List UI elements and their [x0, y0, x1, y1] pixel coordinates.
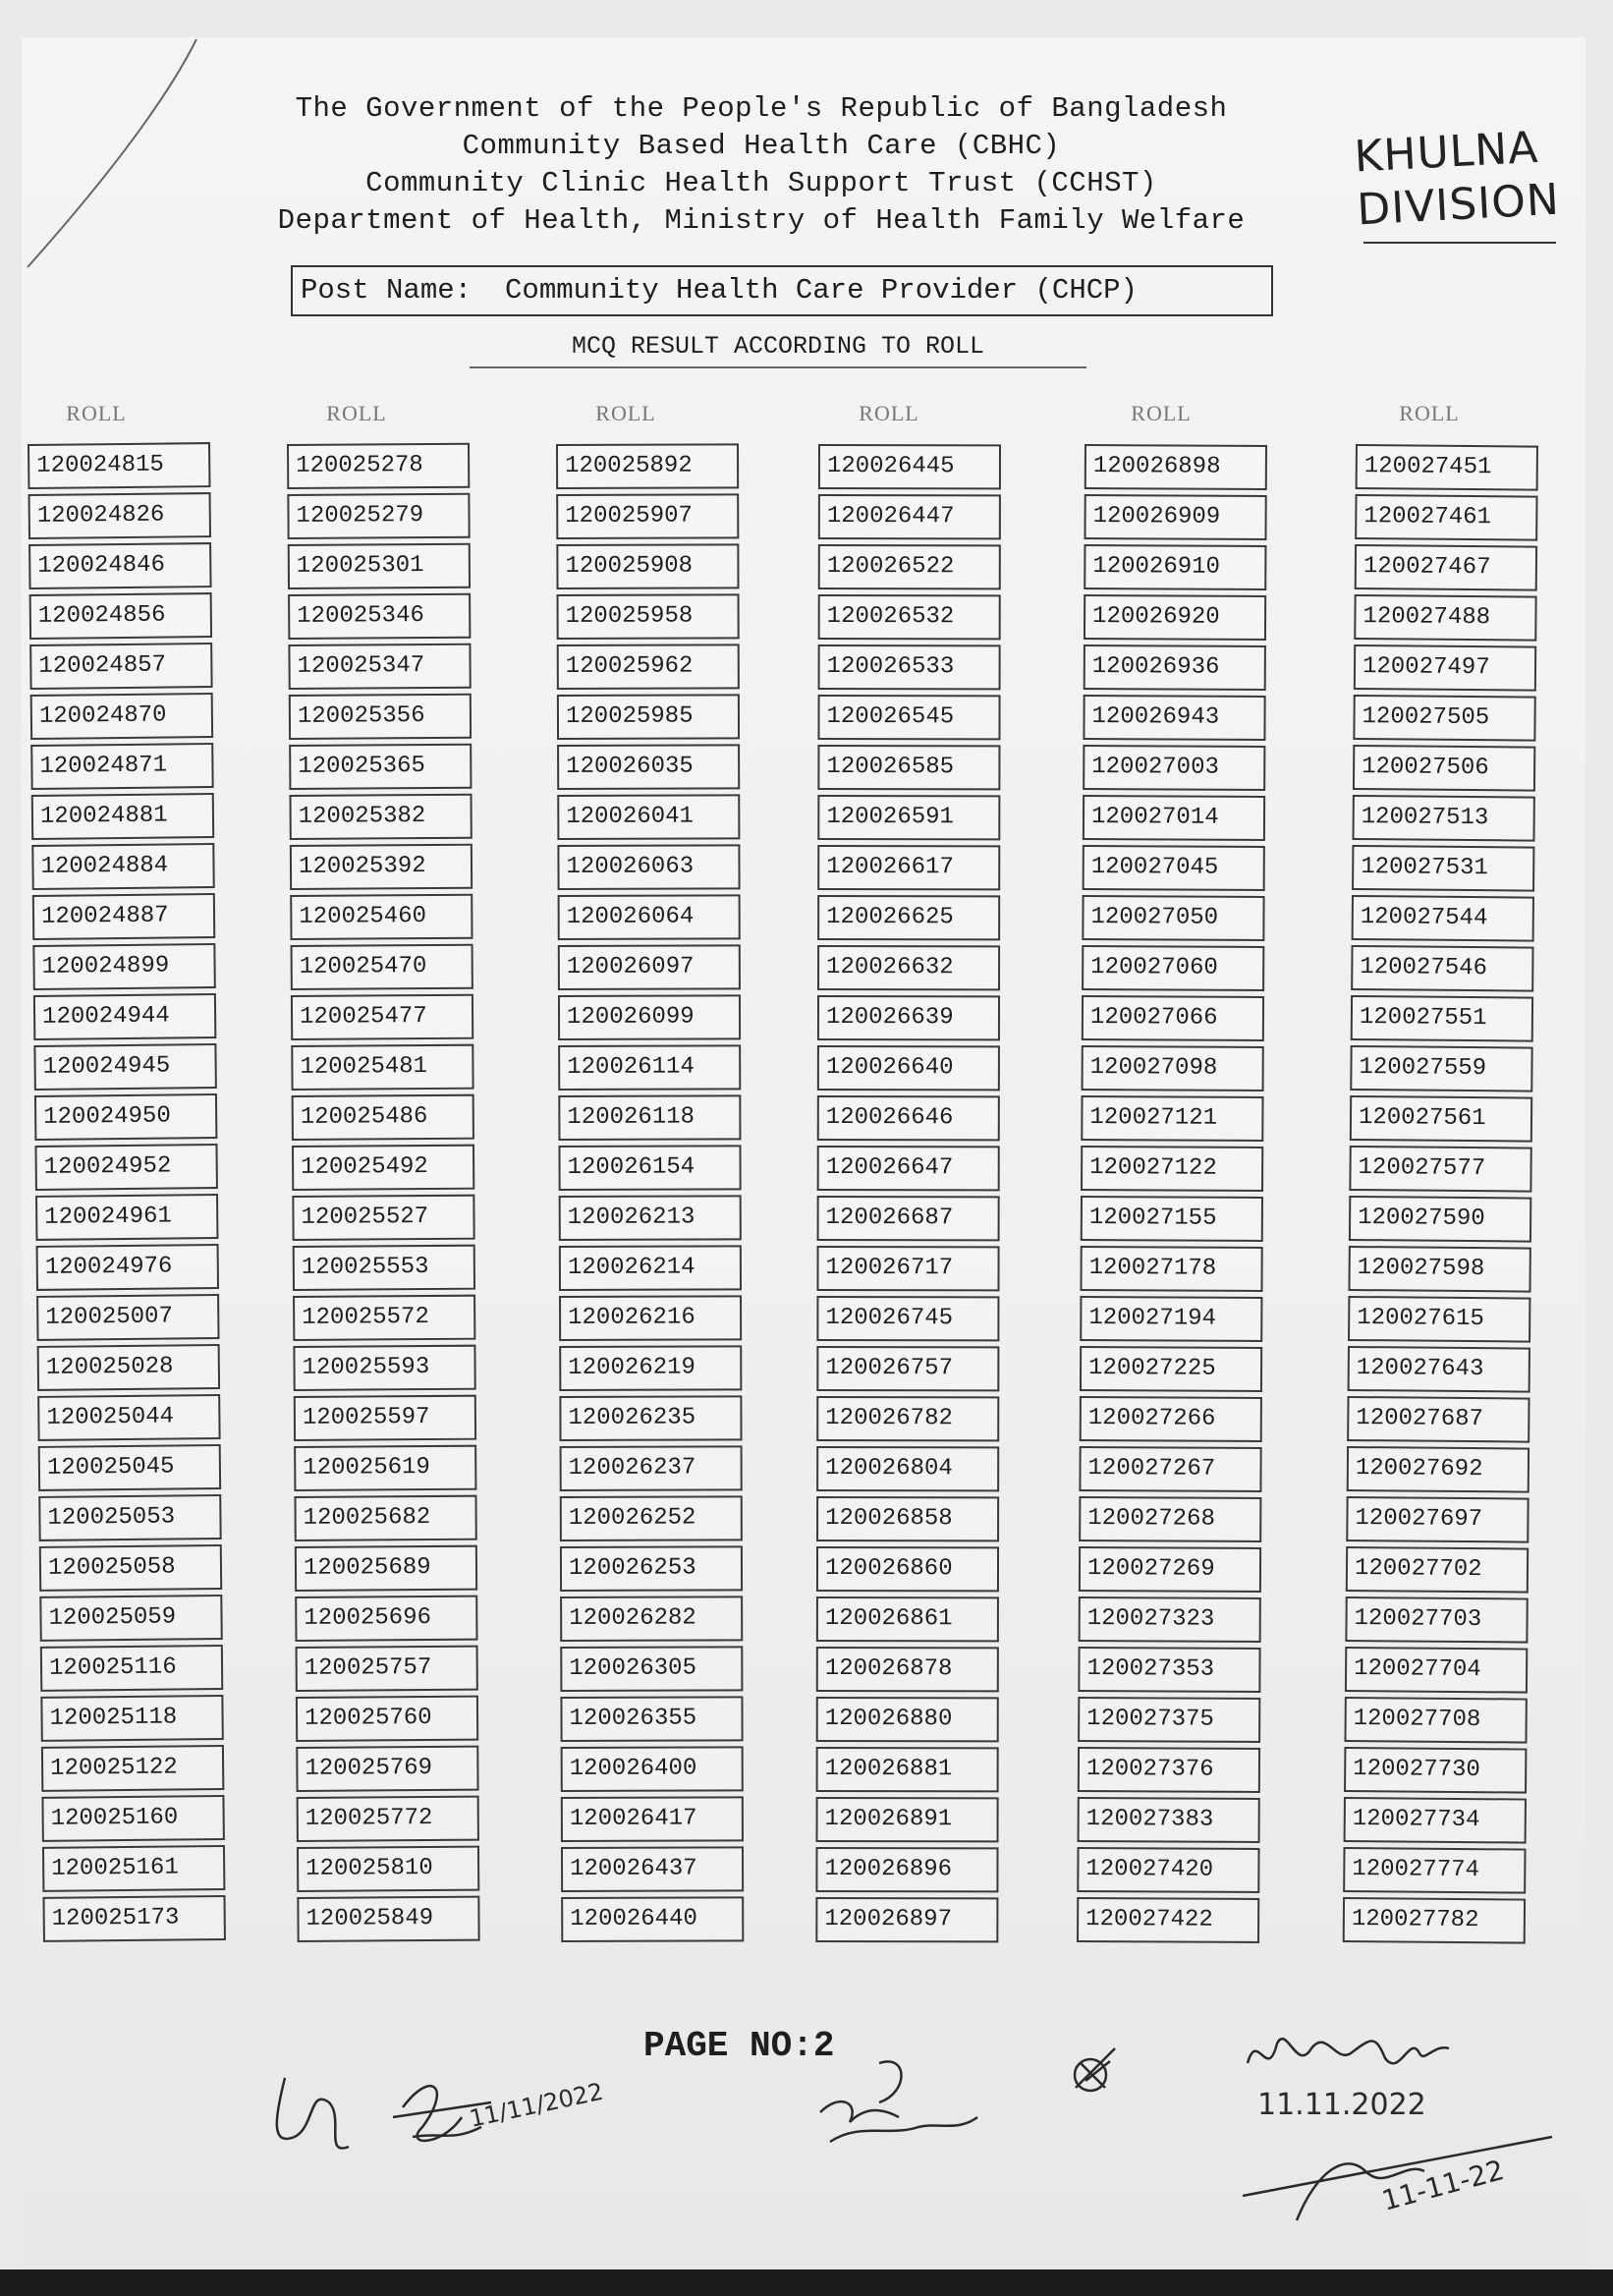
roll-number-cell: 120025347: [288, 644, 471, 690]
roll-number-cell: 120025058: [39, 1544, 222, 1592]
roll-number-cell: 120026936: [1084, 644, 1266, 691]
initials-mark: [1056, 2034, 1135, 2112]
roll-number-cell: 120025958: [557, 593, 740, 640]
roll-number-cell: 120026447: [818, 494, 1001, 539]
roll-number-cell: 120025486: [292, 1094, 474, 1141]
roll-column-2: [287, 443, 480, 1947]
roll-column-4: [815, 444, 1001, 1947]
roll-number-cell: 120026282: [560, 1596, 743, 1642]
roll-number-cell: 120026782: [816, 1396, 999, 1441]
roll-number-cell: 120025962: [557, 644, 740, 690]
roll-number-cell: 120027098: [1082, 1045, 1264, 1092]
roll-number-cell: 120027050: [1082, 895, 1264, 941]
roll-number-cell: 120026745: [816, 1296, 999, 1341]
roll-number-cell: 120024944: [33, 993, 216, 1040]
roll-number-cell: 120025892: [556, 443, 739, 489]
roll-column-header: ROLL: [66, 401, 127, 425]
roll-number-cell: 120026041: [557, 794, 740, 840]
roll-number-cell: 120027734: [1344, 1797, 1527, 1844]
roll-number-cell: 120025597: [294, 1395, 476, 1441]
roll-number-cell: 120025553: [293, 1245, 475, 1291]
roll-number-cell: 120027551: [1351, 995, 1533, 1042]
roll-number-cell: 120027590: [1349, 1196, 1531, 1243]
division-line-2: DIVISION: [1356, 174, 1561, 236]
roll-number-cell: 120025907: [556, 493, 739, 539]
roll-number-cell: 120026910: [1084, 544, 1266, 590]
roll-number-cell: 120025044: [37, 1394, 220, 1441]
roll-column-header: ROLL: [326, 401, 387, 425]
roll-number-cell: 120024826: [28, 492, 211, 539]
result-subtitle: MCQ RESULT ACCORDING TO ROLL: [470, 331, 1086, 368]
roll-number-cell: 120024945: [33, 1043, 216, 1091]
roll-number-cell: 120026252: [560, 1495, 743, 1541]
roll-number-cell: 120026717: [816, 1246, 999, 1291]
roll-number-cell: 120026400: [561, 1746, 744, 1792]
roll-number-cell: 120027561: [1350, 1095, 1532, 1143]
roll-number-cell: 120027708: [1344, 1697, 1527, 1744]
roll-number-cell: 120026880: [816, 1697, 999, 1742]
roll-number-cell: 120027730: [1344, 1747, 1527, 1794]
roll-number-cell: 120024899: [32, 943, 215, 990]
roll-column-1: [28, 442, 226, 1947]
roll-number-cell: 120026035: [557, 744, 740, 790]
roll-number-cell: 120025059: [39, 1595, 222, 1642]
roll-number-cell: 120027121: [1081, 1095, 1263, 1142]
post-name-value: Community Health Care Provider (CHCP): [505, 274, 1138, 307]
roll-column-header: ROLL: [595, 401, 656, 425]
roll-number-cell: 120026118: [558, 1094, 741, 1141]
signature-date-3: 11-11-22: [1378, 2153, 1508, 2217]
roll-number-cell: 120026860: [816, 1546, 999, 1592]
roll-number-cell: 120025527: [292, 1195, 474, 1241]
roll-number-cell: 120026891: [816, 1797, 999, 1842]
signature-center: [801, 2044, 1027, 2161]
roll-number-cell: 120025118: [40, 1695, 223, 1742]
roll-number-cell: 120026625: [817, 895, 1000, 940]
roll-number-cell: 120027506: [1353, 745, 1535, 792]
roll-number-cell: 120027467: [1355, 544, 1537, 591]
roll-number-cell: 120025810: [297, 1846, 479, 1892]
roll-number-cell: 120024887: [32, 893, 215, 940]
roll-number-cell: 120024871: [30, 743, 213, 790]
roll-number-cell: 120026585: [817, 745, 1000, 790]
roll-number-cell: 120026898: [1085, 444, 1267, 490]
roll-number-cell: 120024884: [31, 843, 214, 890]
roll-column-3: [556, 443, 744, 1947]
roll-number-cell: 120027497: [1354, 644, 1536, 692]
roll-number-cell: 120026920: [1084, 594, 1266, 641]
roll-number-cell: 120025985: [557, 694, 740, 740]
roll-number-cell: 120027488: [1354, 594, 1536, 642]
roll-number-cell: 120027375: [1078, 1697, 1260, 1743]
roll-number-cell: 120026253: [560, 1545, 743, 1592]
roll-column-header: ROLL: [1131, 401, 1192, 425]
roll-number-cell: 120026896: [815, 1847, 998, 1892]
roll-number-cell: 120025481: [291, 1044, 473, 1091]
roll-number-cell: 120027267: [1079, 1446, 1261, 1492]
header-line-cbhc: Community Based Health Care (CBHC): [462, 130, 1061, 162]
roll-number-cell: 120026858: [816, 1496, 999, 1541]
division-handwritten-label: [1353, 121, 1564, 238]
roll-number-cell: 120027060: [1082, 945, 1264, 991]
header-line-government: The Government of the People's Republic of Bangladesh: [295, 92, 1228, 125]
roll-number-cell: 120025593: [293, 1345, 475, 1391]
roll-number-cell: 120027045: [1083, 845, 1265, 891]
roll-number-cell: 120027178: [1080, 1246, 1262, 1292]
roll-number-cell: 120026640: [817, 1045, 1000, 1091]
roll-number-cell: 120026881: [816, 1747, 999, 1792]
roll-number-cell: 120026219: [559, 1345, 742, 1391]
roll-number-cell: 120026114: [558, 1044, 741, 1091]
roll-number-cell: 120027422: [1077, 1897, 1259, 1943]
roll-number-cell: 120026437: [561, 1846, 744, 1892]
roll-number-cell: 120026440: [561, 1896, 744, 1942]
roll-column-6: [1343, 444, 1538, 1949]
roll-number-cell: 120027451: [1356, 444, 1538, 491]
roll-number-cell: 120027782: [1343, 1897, 1526, 1944]
roll-number-cell: 120025460: [290, 894, 473, 940]
roll-number-cell: 120027225: [1080, 1346, 1262, 1392]
post-name-box: [291, 265, 1273, 316]
roll-number-cell: 120027194: [1080, 1296, 1262, 1342]
roll-number-cell: 120025760: [296, 1696, 478, 1742]
roll-number-cell: 120026646: [817, 1095, 1000, 1141]
roll-number-cell: 120027269: [1079, 1546, 1261, 1593]
signature-date-2: 11.11.2022: [1257, 2088, 1426, 2122]
roll-number-cell: 120027692: [1347, 1446, 1530, 1493]
roll-number-cell: 120027598: [1348, 1246, 1530, 1293]
roll-number-cell: 120027014: [1083, 795, 1265, 841]
roll-number-cell: 120026647: [817, 1146, 1000, 1191]
roll-number-cell: 120025028: [37, 1344, 220, 1391]
roll-number-cell: 120024846: [28, 542, 211, 589]
roll-number-cell: 120026639: [817, 995, 1000, 1040]
roll-number-cell: 120027122: [1081, 1146, 1263, 1192]
roll-number-cell: 120026909: [1084, 494, 1266, 540]
roll-number-cell: 120026445: [818, 444, 1001, 489]
roll-number-cell: 120025007: [36, 1294, 219, 1341]
roll-number-cell: 120027323: [1079, 1596, 1261, 1643]
roll-number-cell: 120026237: [560, 1445, 743, 1491]
roll-number-cell: 120026591: [817, 795, 1000, 840]
roll-number-cell: 120027546: [1351, 945, 1533, 992]
roll-number-cell: 120027577: [1349, 1146, 1531, 1193]
roll-number-cell: 120026097: [558, 944, 741, 990]
roll-number-cell: 120025908: [556, 543, 739, 589]
roll-number-cell: 120026687: [817, 1196, 1000, 1241]
signature-date-1: 11/11/2022: [467, 2077, 606, 2133]
roll-number-cell: 120026216: [559, 1295, 742, 1341]
roll-number-cell: 120027559: [1350, 1045, 1532, 1092]
roll-number-cell: 120027461: [1355, 494, 1537, 541]
roll-number-cell: 120025619: [294, 1445, 476, 1491]
roll-number-cell: 120027697: [1346, 1496, 1529, 1543]
roll-number-cell: 120027155: [1081, 1196, 1263, 1242]
document-header: [187, 90, 1336, 240]
roll-number-cell: 120026533: [818, 644, 1001, 690]
roll-number-cell: 120025769: [296, 1746, 478, 1792]
roll-number-cell: 120024856: [29, 592, 212, 640]
roll-number-cell: 120026757: [816, 1346, 999, 1391]
roll-number-cell: 120026063: [557, 844, 740, 890]
roll-number-cell: 120027003: [1083, 745, 1265, 791]
roll-number-cell: 120027703: [1345, 1596, 1528, 1644]
roll-number-cell: 120025696: [295, 1596, 477, 1642]
roll-number-cell: 120026235: [559, 1395, 742, 1441]
roll-number-cell: 120025477: [291, 994, 473, 1040]
roll-number-cell: 120027505: [1353, 695, 1535, 742]
roll-number-cell: 120025757: [296, 1646, 478, 1692]
roll-number-cell: 120025160: [41, 1795, 224, 1842]
roll-number-cell: 120025173: [42, 1895, 225, 1942]
roll-number-cell: 120026154: [558, 1145, 741, 1191]
roll-number-cell: 120027376: [1078, 1747, 1260, 1793]
roll-number-cell: 120025278: [287, 443, 470, 489]
roll-number-cell: 120025356: [289, 694, 472, 740]
roll-number-cell: 120025682: [294, 1495, 476, 1541]
roll-number-cell: 120027268: [1079, 1496, 1261, 1542]
roll-number-cell: 120025382: [289, 794, 472, 840]
roll-number-cell: 120027353: [1078, 1647, 1260, 1693]
roll-number-cell: 120026545: [817, 695, 1000, 740]
roll-number-cell: 120027704: [1345, 1647, 1528, 1694]
roll-number-cell: 120025346: [288, 593, 471, 640]
signature-left: [255, 2048, 606, 2176]
roll-number-cell: 120025470: [291, 944, 473, 990]
roll-number-cell: 120024870: [30, 693, 213, 740]
roll-number-cell: 120027531: [1352, 845, 1534, 892]
roll-number-cell: 120027266: [1080, 1396, 1262, 1442]
roll-number-cell: 120025572: [293, 1295, 475, 1341]
roll-number-cell: 120026878: [816, 1647, 999, 1692]
roll-number-cell: 120027420: [1077, 1847, 1259, 1893]
header-line-department: Department of Health, Ministry of Health Family Welfare: [277, 204, 1246, 237]
roll-number-cell: 120025122: [41, 1745, 224, 1792]
roll-number-cell: 120025689: [295, 1545, 477, 1592]
roll-number-cell: 120024952: [34, 1144, 217, 1191]
page-number: PAGE NO:2: [643, 2026, 835, 2066]
signature-right: [1238, 2024, 1572, 2250]
roll-number-cell: 120027702: [1346, 1546, 1529, 1594]
roll-column-header: ROLL: [1399, 401, 1460, 425]
roll-number-cell: 120025392: [290, 844, 473, 890]
header-line-cchst: Community Clinic Health Support Trust (CCHST): [365, 167, 1157, 199]
roll-number-cell: 120027066: [1082, 995, 1264, 1041]
division-line-1: KHULNA: [1353, 122, 1540, 183]
roll-column-header: ROLL: [859, 401, 919, 425]
roll-column-5: [1077, 444, 1267, 1948]
roll-number-cell: 120026532: [818, 594, 1001, 640]
roll-number-cell: 120025053: [38, 1494, 221, 1541]
roll-number-cell: 120026355: [560, 1696, 743, 1742]
roll-number-cell: 120024857: [29, 643, 212, 690]
roll-number-cell: 120027643: [1348, 1346, 1530, 1393]
roll-number-cell: 120026897: [815, 1897, 998, 1942]
roll-number-cell: 120027383: [1078, 1797, 1260, 1843]
roll-number-cell: 120026632: [817, 945, 1000, 990]
roll-number-cell: 120026804: [816, 1446, 999, 1491]
roll-number-cell: 120026064: [558, 894, 741, 940]
roll-number-cell: 120026522: [818, 544, 1001, 589]
roll-number-cell: 120027513: [1352, 795, 1534, 842]
roll-number-cell: 120025365: [289, 744, 472, 790]
roll-number-cell: 120025279: [287, 493, 470, 539]
roll-number-cell: 120025116: [40, 1645, 223, 1692]
roll-number-cell: 120024815: [28, 442, 210, 489]
roll-number-cell: 120027687: [1347, 1396, 1530, 1443]
roll-number-cell: 120025161: [42, 1845, 225, 1892]
roll-number-cell: 120027544: [1352, 895, 1534, 942]
roll-number-cell: 120026214: [559, 1245, 742, 1291]
roll-number-cell: 120024950: [34, 1093, 217, 1141]
roll-number-cell: 120024961: [35, 1194, 218, 1241]
roll-number-cell: 120024976: [36, 1244, 219, 1291]
roll-number-cell: 120025045: [38, 1444, 221, 1491]
roll-number-cell: 120025492: [292, 1145, 474, 1191]
roll-number-cell: 120024881: [31, 793, 214, 840]
roll-number-cell: 120027615: [1348, 1296, 1530, 1343]
division-underline: [1363, 242, 1556, 244]
roll-number-cell: 120025772: [297, 1796, 479, 1842]
scan-bottom-edge: [0, 2269, 1613, 2296]
roll-number-cell: 120027774: [1343, 1847, 1526, 1894]
roll-number-cell: 120026861: [816, 1596, 999, 1642]
roll-number-cell: 120026305: [560, 1646, 743, 1692]
roll-number-cell: 120025849: [297, 1896, 479, 1942]
roll-number-cell: 120026617: [817, 845, 1000, 890]
post-name-label: Post Name:: [301, 274, 473, 307]
roll-number-cell: 120026417: [561, 1796, 744, 1842]
roll-number-cell: 120026213: [559, 1195, 742, 1241]
roll-number-cell: 120026943: [1083, 695, 1265, 741]
roll-number-cell: 120025301: [288, 543, 471, 589]
roll-number-cell: 120026099: [558, 994, 741, 1040]
